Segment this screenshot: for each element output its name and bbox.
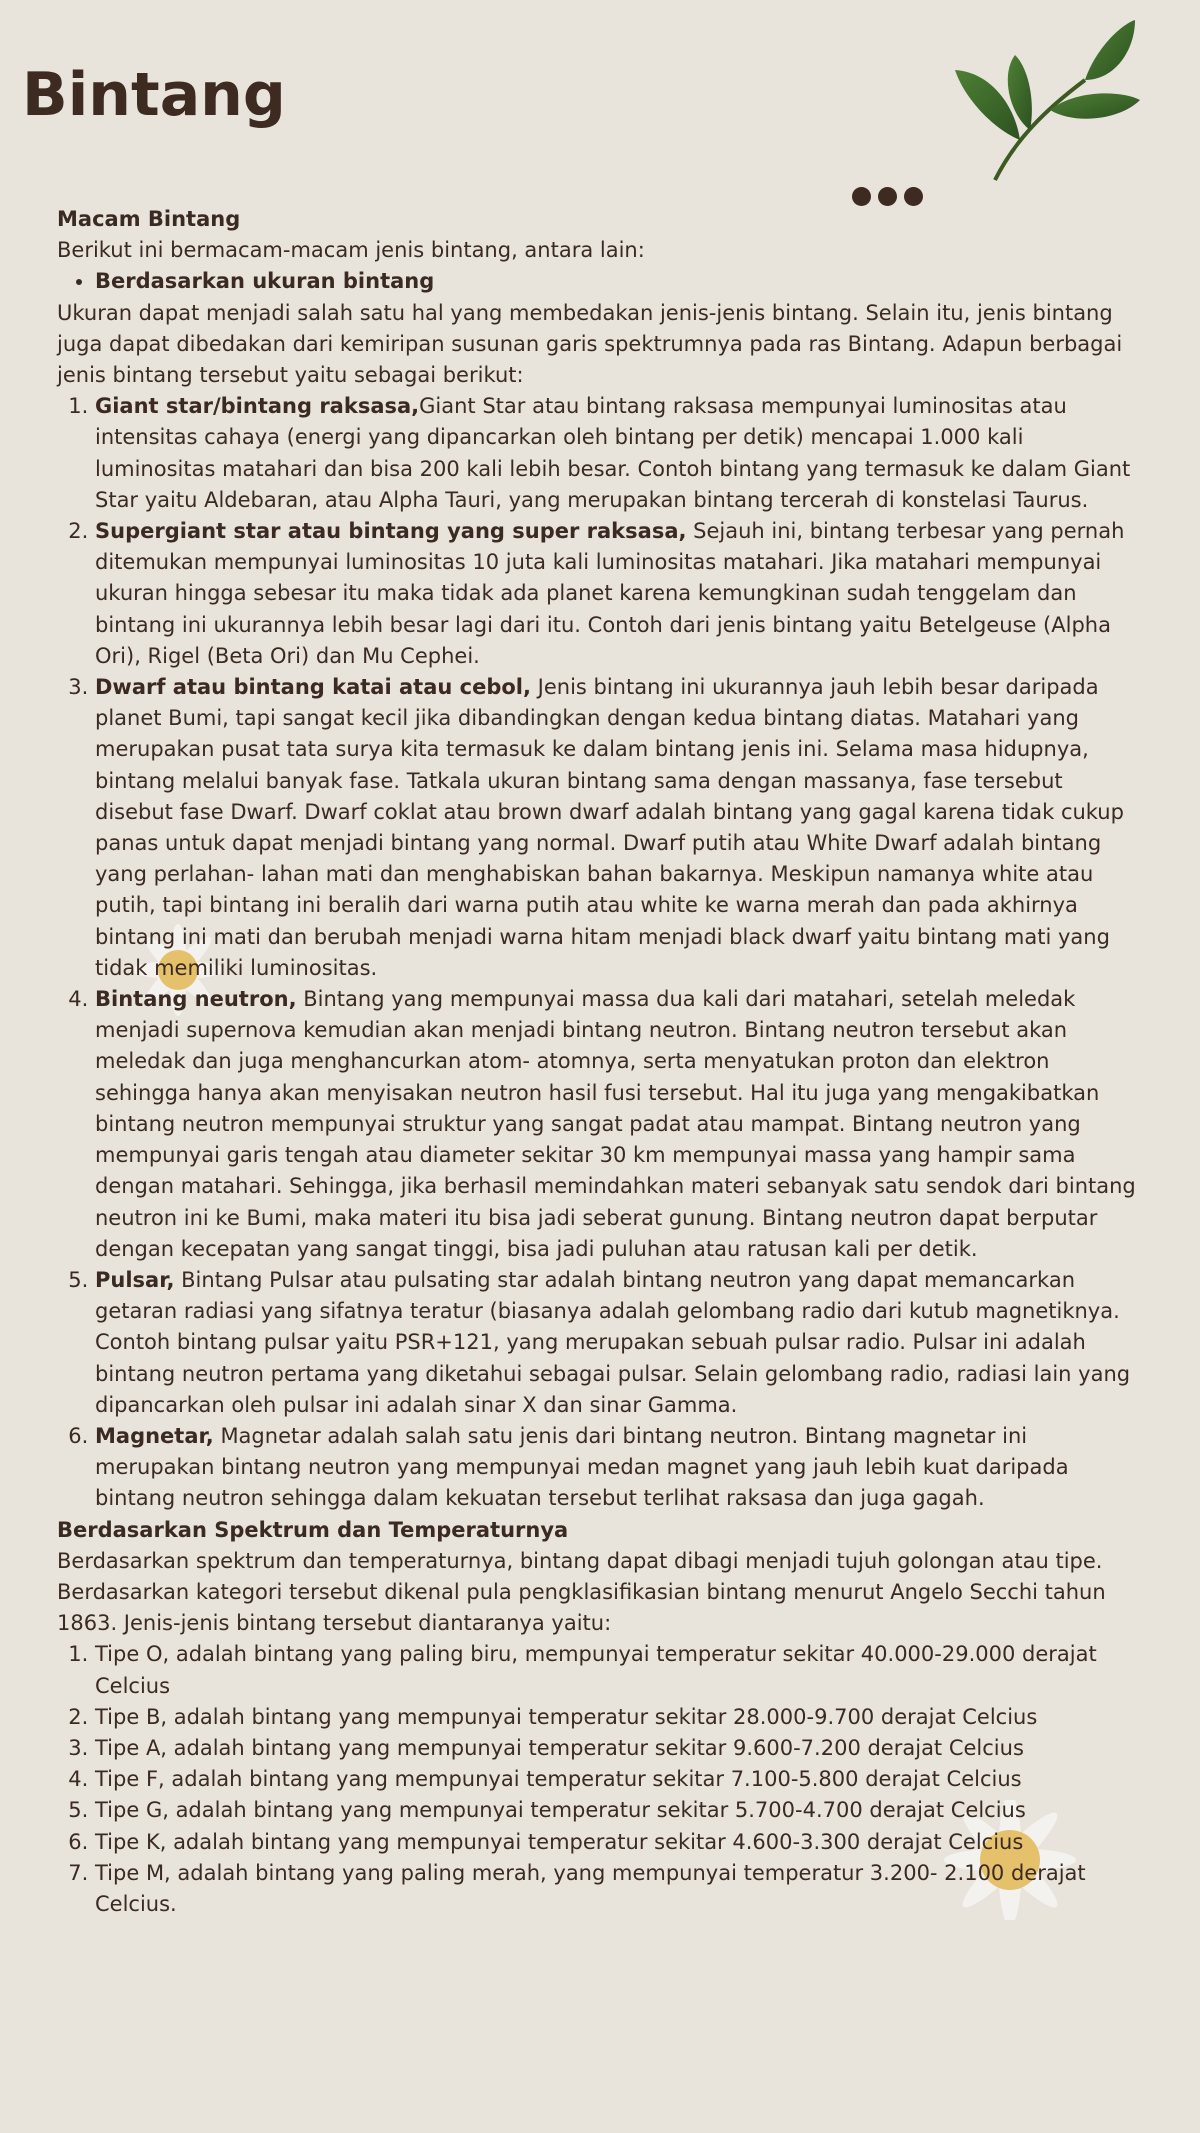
item-text: Magnetar adalah salah satu jenis dari bintang neutron. Bintang magnetar ini merupakan bintang neutron yang mempunyai medan magnet yang jauh lebih kuat daripada bintang neutron sehingga dalam kekuatan tersebut terlihat raksasa dan juga gagah. [95,1423,1069,1511]
bullet-item: • Berdasarkan ukuran bintang [95,266,1147,297]
list-item [95,516,1147,672]
list-item [95,1265,1147,1421]
item-text: Bintang Pulsar atau pulsating star adalah bintang neutron yang dapat memancarkan getaran radiasi yang sifatnya teratur (biasanya adalah gelombang radio dari kutub magnetiknya. Contoh bintang pulsar yaitu PSR+121, yang merupakan sebuah pulsar radio. Pulsar ini adalah bintang neutron pertama yang diketahui sebagai pulsar. Selain gelombang radio, radiasi lain yang dipancarkan oleh pulsar ini adalah sinar X dan sinar Gamma. [95,1267,1131,1417]
item-text: Bintang yang mempunyai massa dua kali dari matahari, setelah meledak menjadi supernova kemudian akan menjadi bintang neutron. Bintang neutron tersebut akan meledak dan juga menghancurkan atom- atomnya, serta menyatukan proton dan elektron sehingga hanya akan menyisakan neutron hasil fusi tersebut. Hal itu juga yang mengakibatkan bintang neutron mempunyai struktur yang sangat padat atau mampat. Bintang neutron yang mempunyai garis tengah atau diameter sekitar 30 km mempunyai massa yang hampir sama dengan matahari. Sehingga, jika berhasil memindahkan materi sebanyak satu sendok dari bintang neutron ini ke Bumi, maka materi itu bisa jadi seberat gunung. Bintang neutron dapat berputar dengan kecepatan yang sangat tinggi, bisa jadi puluhan atau ratusan kali per detik. [95,987,1136,1261]
paragraph: Berdasarkan spektrum dan temperaturnya, bintang dapat dibagi menjadi tujuh golongan atau tipe. Berdasarkan kategori tersebut dikenal pula pengklasifikasian bintang menurut Angelo Secchi tahun 1863. Jenis-jenis bintang tersebut diantaranya yaitu: [57,1548,1106,1636]
item-term: Pulsar, [95,1267,175,1292]
item-text: Sejauh ini, bintang terbesar yang pernah ditemukan mempunyai luminositas 10 juta kali luminositas matahari. Jika matahari mempunyai ukuran hingga sebesar itu maka tidak ada planet karena kemungkinan sudah tenggelam dan bintang ini ukurannya lebih besar lagi dari itu. Contoh dari jenis bintang yaitu Betelgeuse (Alpha Ori), Rigel (Beta Ori) dan Mu Cephei. [95,519,1125,668]
item-term: Dwarf atau bintang katai atau cebol, [95,675,531,700]
item-text: Jenis bintang ini ukurannya jauh lebih besar daripada planet Bumi, tapi sangat kecil jika dibandingkan dengan kedua bintang diatas. Matahari yang merupakan pusat tata surya kita termasuk ke dalam bintang jenis ini. Selama masa hidupnya, bintang melalui banyak fase. Tatkala ukuran bintang sama dengan massanya, fase tersebut disebut fase Dwarf. Dwarf coklat atau brown dwarf adalah bintang yang gagal karena tidak cukup panas untuk dapat menjadi bintang yang normal. Dwarf putih atau White Dwarf adalah bintang yang perlahan- lahan mati dan menghabiskan bahan bakarnya. Meskipun namanya white atau putih, tapi bintang ini beralih dari warna putih atau white ke warna merah dan pada akhirnya bintang ini mati dan berubah menjadi warna hitam menjadi black dwarf yaitu bintang mati yang tidak memiliki luminositas. [95,675,1124,980]
list-item: 7. Tipe M, adalah bintang yang paling merah, yang mempunyai temperatur 3.200- 2.100 derajat Celcius. [95,1858,1147,1920]
leaf-branch-icon [935,10,1155,190]
list-item: 6. Tipe K, adalah bintang yang mempunyai temperatur sekitar 4.600-3.300 derajat Celcius [95,1827,1147,1858]
bullet-list [57,266,1147,297]
item-text: Giant Star atau bintang raksasa mempunyai luminositas atau intensitas cahaya (energi yang dipancarkan oleh bintang per detik) mencapai 1.000 kali luminositas matahari dan bisa 200 kali lebih besar. Contoh bintang yang termasuk ke dalam Giant Star yaitu Aldebaran, atau Alpha Tauri, yang merupakan bintang tercerah di konstelasi Taurus. [95,394,1131,512]
paragraph: Ukuran dapat menjadi salah satu hal yang membedakan jenis-jenis bintang. Selain itu, jenis bintang juga dapat dibedakan dari kemiripan susunan garis spektrumnya pada ras Bintang. Adapun berbagai jenis bintang tersebut yaitu sebagai berikut: [57,300,1123,388]
list-item: 5. Tipe G, adalah bintang yang mempunyai temperatur sekitar 5.700-4.700 derajat Celcius [95,1795,1147,1826]
list-item [95,391,1147,516]
item-term: Magnetar, [95,1423,214,1448]
item-term: Bintang neutron, [95,987,297,1012]
list-item: 2. Tipe B, adalah bintang yang mempunyai temperatur sekitar 28.000-9.700 derajat Celcius [95,1702,1147,1733]
item-term: Supergiant star atau bintang yang super raksasa, [95,519,687,544]
section-heading: Berdasarkan Spektrum dan Temperaturnya [57,1517,569,1542]
list-item: 1. Tipe O, adalah bintang yang paling biru, mempunyai temperatur sekitar 40.000-29.000 derajat Celcius [95,1639,1147,1701]
list-item [95,672,1147,984]
section-heading: Macam Bintang [57,207,241,231]
article-body [57,204,1147,1920]
star-size-list [57,391,1147,1514]
spectral-type-list [57,1639,1147,1920]
page-title: Bintang [22,60,286,130]
list-item [95,984,1147,1265]
item-term: Giant star/bintang raksasa, [95,394,420,419]
list-item: 4. Tipe F, adalah bintang yang mempunyai temperatur sekitar 7.100-5.800 derajat Celcius [95,1764,1147,1795]
list-item: 3. Tipe A, adalah bintang yang mempunyai temperatur sekitar 9.600-7.200 derajat Celcius [95,1733,1147,1764]
intro-text: Berikut ini bermacam-macam jenis bintang, antara lain: [57,238,645,263]
list-item [95,1421,1147,1515]
